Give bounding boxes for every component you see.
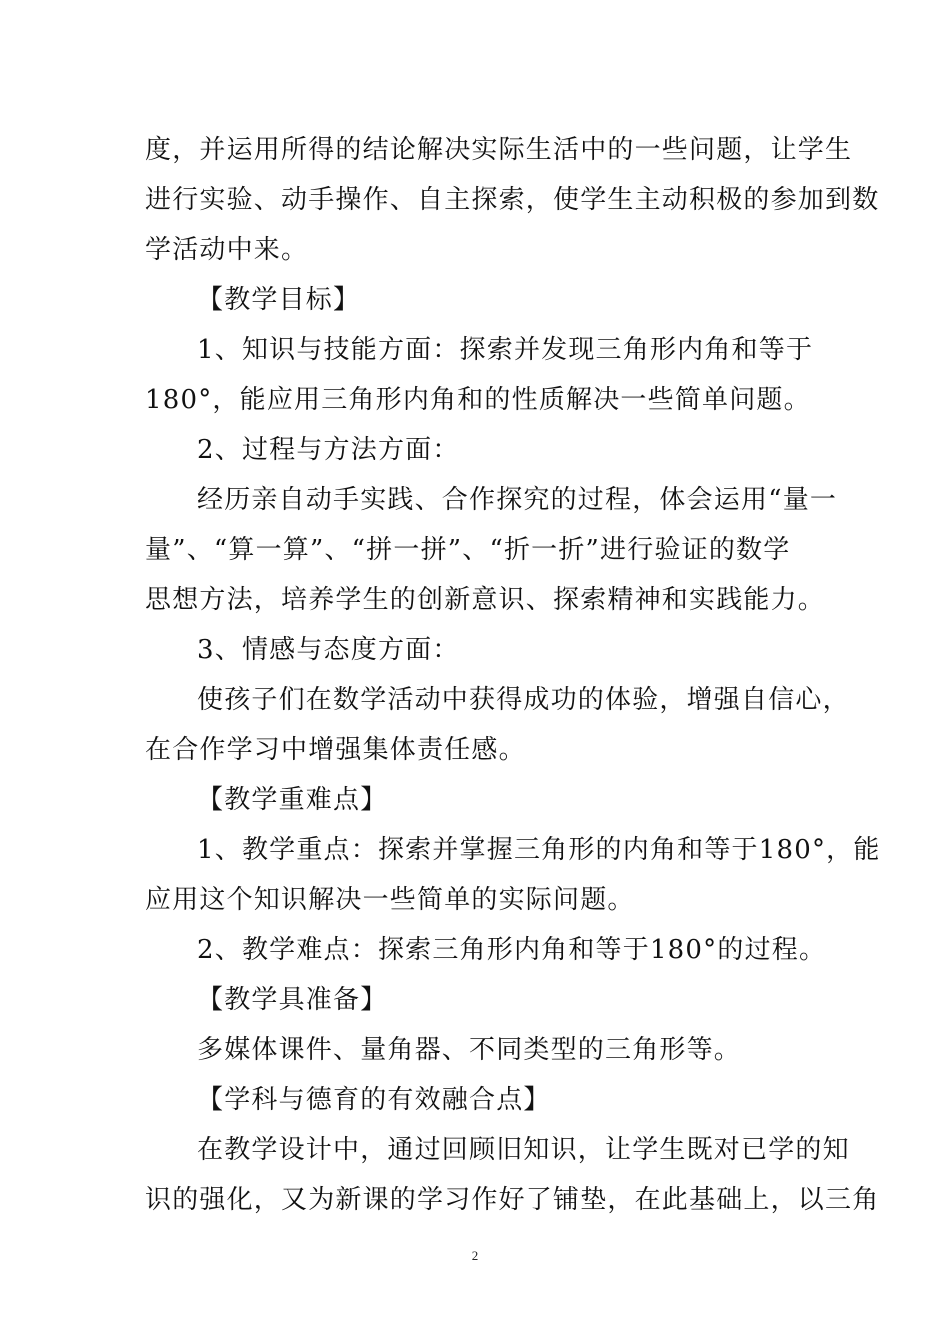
text-line-22: 识的强化，又为新课的学习作好了铺垫，在此基础上，以三角 (145, 1185, 880, 1215)
text-line-9: 量”、“算一算”、“拼一拼”、“折一折”进行验证的数学 (145, 535, 791, 565)
text-line-21: 在教学设计中，通过回顾旧知识，让学生既对已学的知 (197, 1135, 850, 1165)
section-heading-materials: 【教学具准备】 (197, 985, 388, 1015)
text-line-19: 多媒体课件、量角器、不同类型的三角形等。 (197, 1035, 742, 1065)
text-line-11: 3、情感与态度方面： (197, 635, 460, 665)
text-line-1: 度，并运用所得的结论解决实际生活中的一些问题，让学生 (145, 135, 853, 165)
text-line-8: 经历亲自动手实践、合作探究的过程，体会运用“量一 (197, 485, 838, 515)
text-line-17: 2、教学难点：探索三角形内角和等于180°的过程。 (197, 935, 827, 965)
page-number: 2 (471, 1248, 479, 1263)
section-heading-integration: 【学科与德育的有效融合点】 (197, 1085, 551, 1115)
text-line-10: 思想方法，培养学生的创新意识、探索精神和实践能力。 (145, 585, 826, 615)
section-heading-teaching-goals: 【教学目标】 (197, 285, 361, 315)
text-line-15: 1、教学重点：探索并掌握三角形的内角和等于180°，能 (197, 835, 881, 865)
text-line-16: 应用这个知识解决一些简单的实际问题。 (145, 885, 635, 915)
text-line-12: 使孩子们在数学活动中获得成功的体验，增强自信心， (197, 685, 850, 715)
text-line-7: 2、过程与方法方面： (197, 435, 460, 465)
text-line-6: 180°，能应用三角形内角和的性质解决一些简单问题。 (145, 385, 811, 415)
text-line-3: 学活动中来。 (145, 235, 309, 265)
text-line-5: 1、知识与技能方面：探索并发现三角形内角和等于 (197, 335, 814, 365)
section-heading-key-points: 【教学重难点】 (197, 785, 388, 815)
text-line-13: 在合作学习中增强集体责任感。 (145, 735, 526, 765)
text-line-2: 进行实验、动手操作、自主探索，使学生主动积极的参加到数 (145, 185, 880, 215)
